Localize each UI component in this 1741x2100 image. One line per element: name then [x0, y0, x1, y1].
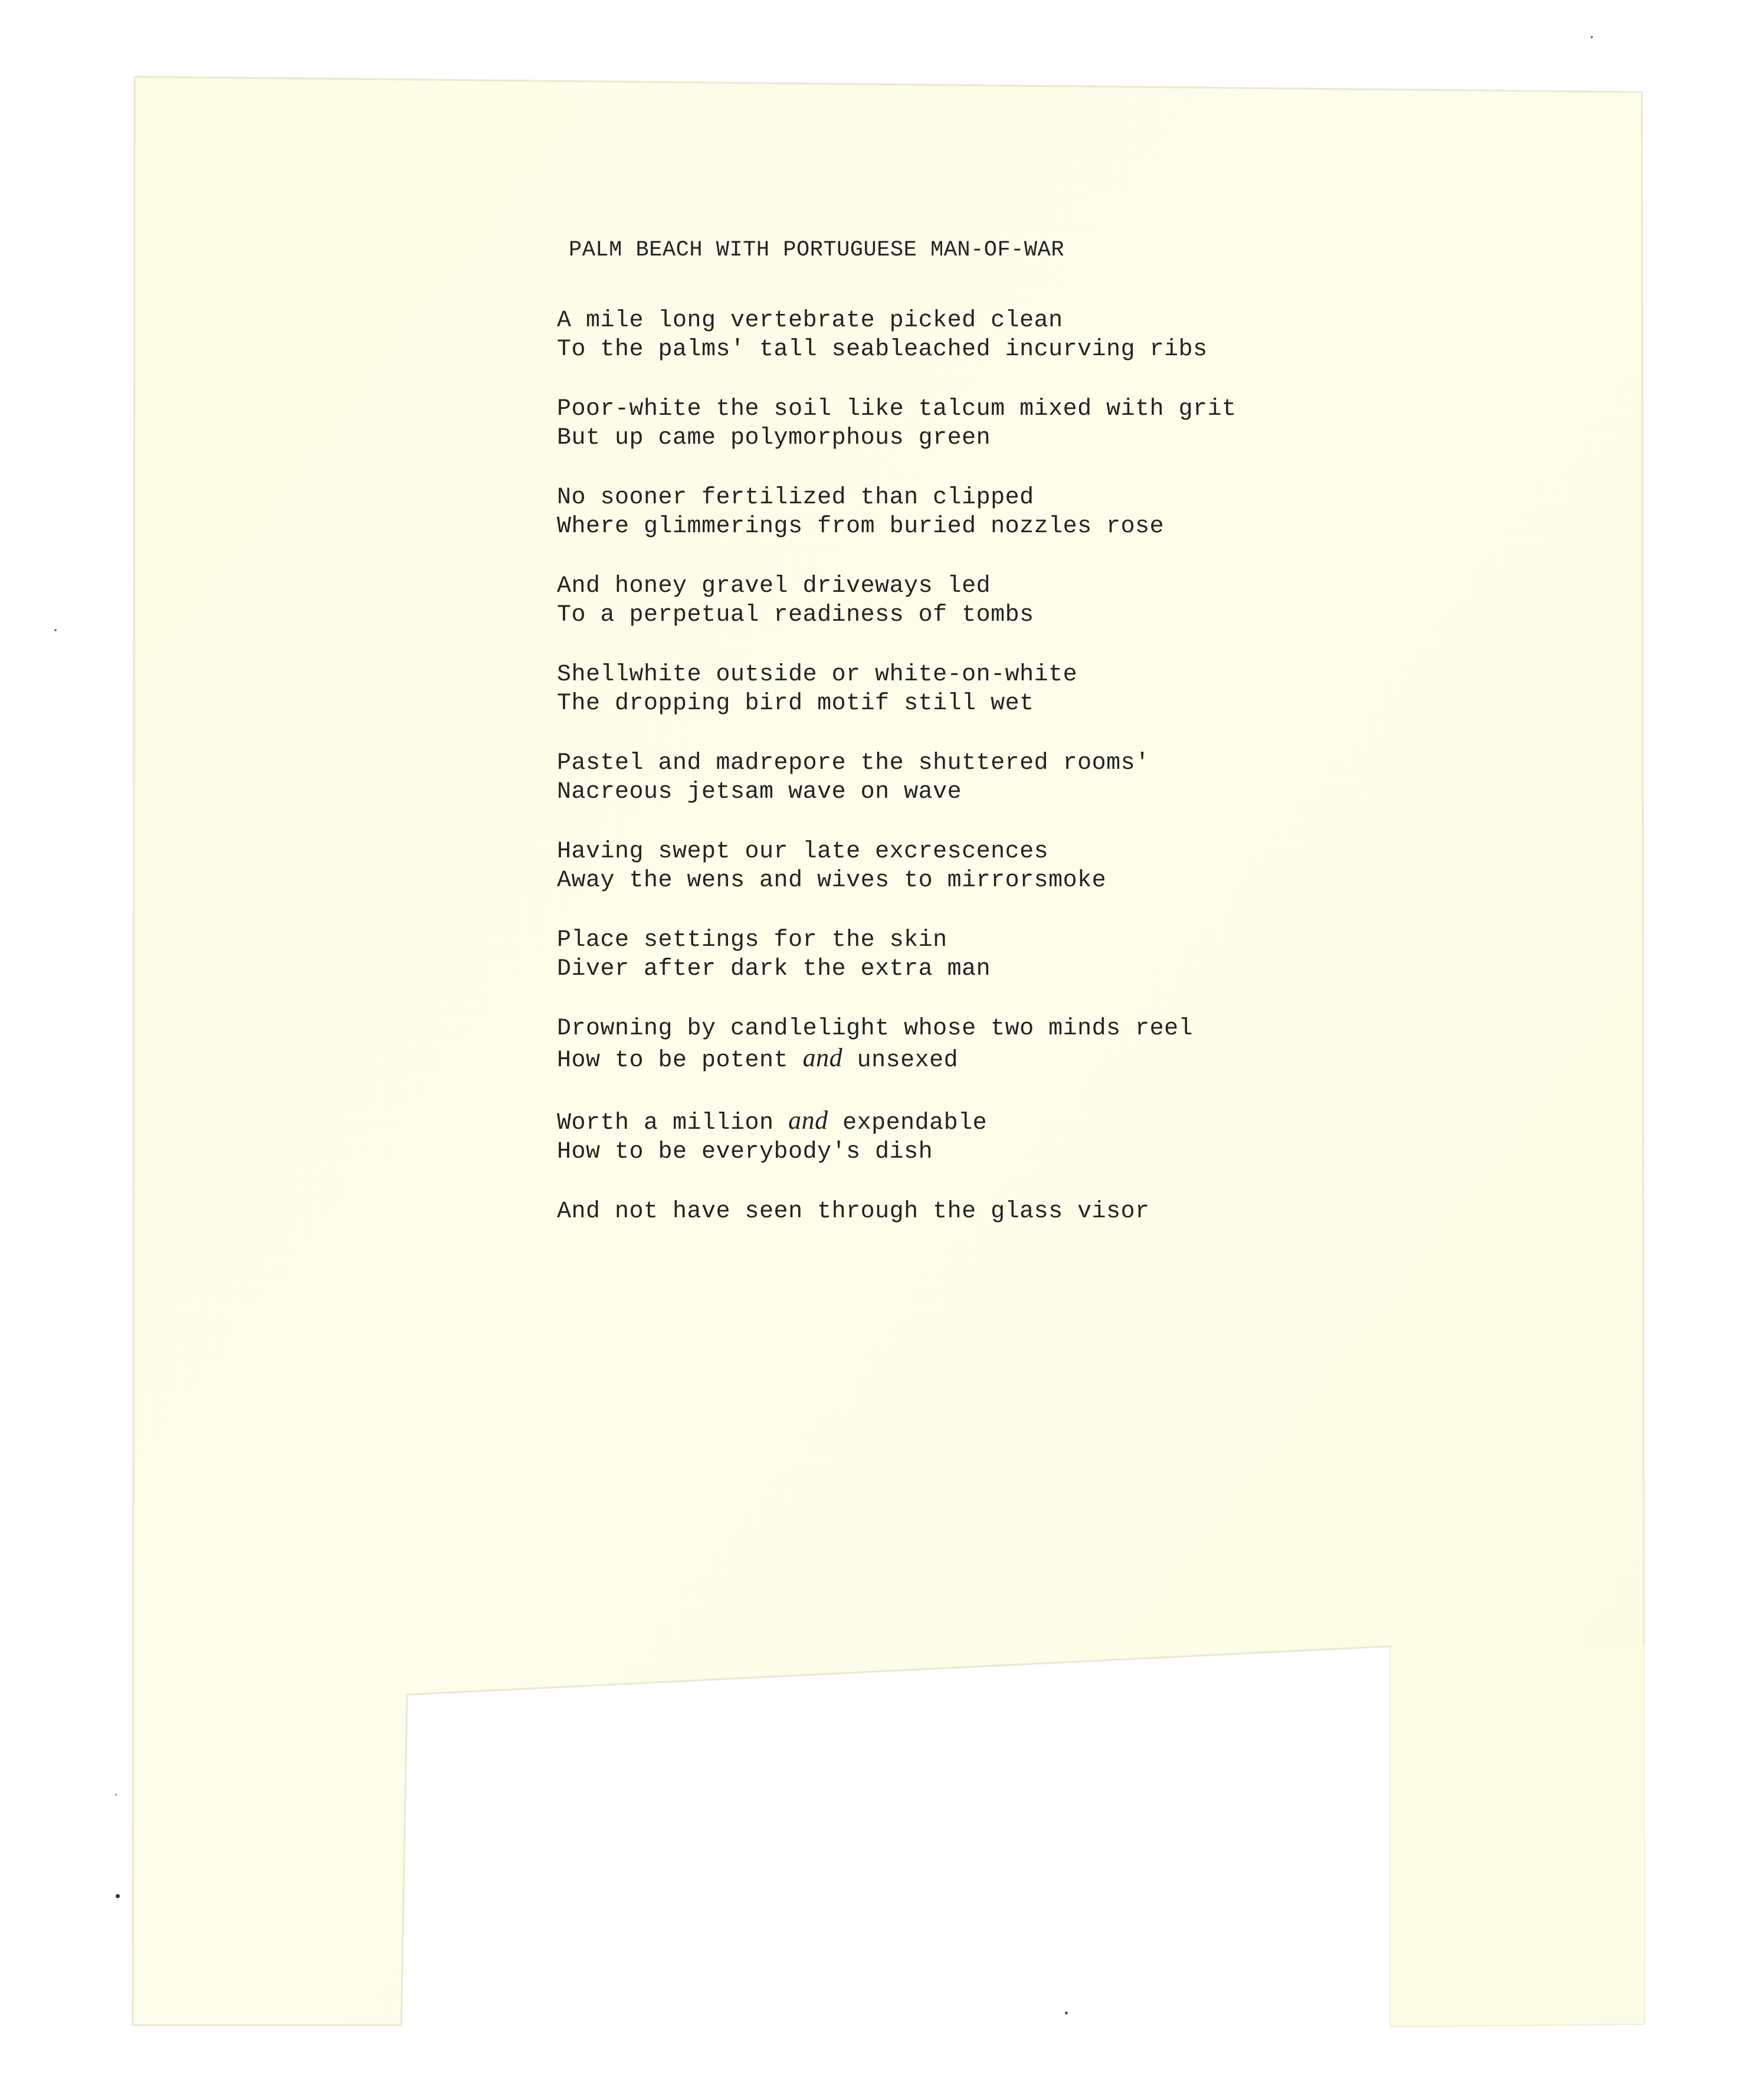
paper-strip	[1391, 1646, 1644, 2026]
poem	[557, 236, 1383, 1257]
poem-line: Drowning by candlelight whose two minds reel	[557, 1015, 1194, 1042]
stanza	[557, 395, 1383, 453]
stanza	[557, 306, 1383, 364]
poem-line: But up came polymorphous green	[557, 425, 991, 451]
line-text: expendable	[828, 1110, 988, 1136]
poem-line: And not have seen through the glass visor	[557, 1198, 1150, 1225]
poem-line: Poor-white the soil like talcum mixed with grit	[557, 396, 1237, 422]
poem-line: To the palms' tall seableached incurving ribs	[557, 336, 1208, 363]
poem-line: Shellwhite outside or white-on-white	[557, 661, 1078, 688]
poem-line	[557, 1043, 1383, 1075]
poem-line: To a perpetual readiness of tombs	[557, 602, 1034, 628]
line-emphasis: and	[788, 1106, 828, 1135]
line-emphasis: and	[802, 1043, 843, 1072]
poem-line: Diver after dark the extra man	[557, 956, 991, 982]
stanza	[557, 483, 1383, 541]
poem-line	[557, 1106, 1383, 1138]
stanza	[557, 926, 1383, 984]
stanza	[557, 660, 1383, 718]
poem-line: And honey gravel driveways led	[557, 573, 991, 599]
poem-line: Having swept our late excrescences	[557, 838, 1049, 865]
poem-line: Nacreous jetsam wave on wave	[557, 779, 962, 805]
scan-speck	[1591, 36, 1593, 38]
scan-speck	[116, 1894, 120, 1898]
poem-line: How to be everybody's dish	[557, 1139, 933, 1165]
stanza	[557, 1106, 1383, 1167]
poem-line: The dropping bird motif still wet	[557, 690, 1034, 717]
stanza	[557, 1197, 1383, 1226]
stanza	[557, 837, 1383, 895]
line-text: unsexed	[842, 1047, 959, 1074]
stanza	[557, 749, 1383, 807]
poem-body	[557, 306, 1383, 1226]
line-text: Worth a million	[557, 1110, 789, 1136]
scan-speck	[1065, 2011, 1068, 2014]
poem-title: PALM BEACH WITH PORTUGUESE MAN-OF-WAR	[569, 238, 1065, 263]
poem-line: Away the wens and wives to mirrorsmoke	[557, 867, 1107, 894]
scan-speck	[54, 629, 57, 631]
poem-line: A mile long vertebrate picked clean	[557, 307, 1063, 334]
scan-speck	[115, 1794, 117, 1796]
poem-line: Where glimmerings from buried nozzles rose	[557, 513, 1165, 540]
poem-line: No sooner fertilized than clipped	[557, 484, 1034, 511]
poem-line: Place settings for the skin	[557, 927, 947, 954]
stanza	[557, 572, 1383, 630]
line-text: How to be potent	[557, 1047, 803, 1074]
poem-line: Pastel and madrepore the shuttered rooms'	[557, 750, 1150, 777]
stanza	[557, 1014, 1383, 1075]
